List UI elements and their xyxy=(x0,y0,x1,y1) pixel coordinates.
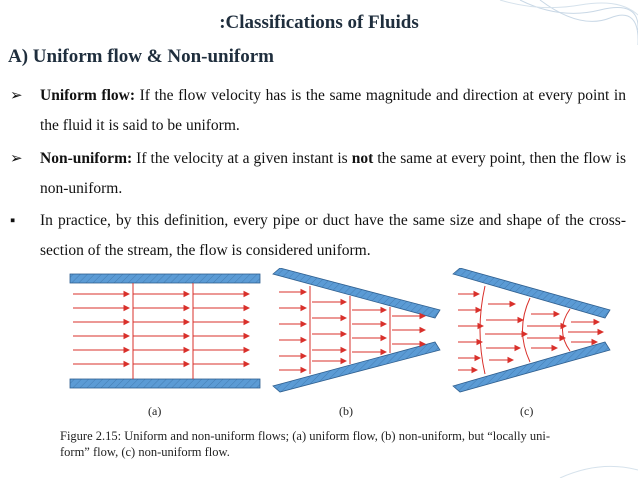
panel-label-b: (b) xyxy=(339,404,353,418)
arrow-bullet-icon: ➢ xyxy=(10,88,23,104)
panel-c-non-uniform-flow xyxy=(453,268,610,392)
bullet-text: Uniform flow: If the flow velocity has is the same magnitude and direction at every point in the fluid it is said to be uniform. xyxy=(40,87,626,134)
term-non-uniform: Non-uniform: xyxy=(40,150,133,167)
panel-b-locally-uniform-flow xyxy=(273,268,440,392)
caption-line-2: form” flow, (c) non-uniform flow. xyxy=(60,445,230,459)
bullet-uniform-flow xyxy=(10,81,626,141)
bullet-text: In practice, by this definition, every pipe or duct have the same size and shape of the cross-section of the stream, the flow is considered uniform. xyxy=(40,212,626,259)
caption-line-1: Figure 2.15: Uniform and non-uniform flows; (a) uniform flow, (b) non-uniform, but “locally uni- xyxy=(60,429,551,443)
figure-caption xyxy=(60,428,620,460)
square-bullet-icon: ▪ xyxy=(10,213,16,229)
bullet-text: Non-uniform: If the velocity at a given instant is not the same at every point, then the flow is non-uniform. xyxy=(40,150,626,197)
bullet-in-practice xyxy=(10,206,626,266)
bullet-non-uniform xyxy=(10,144,626,204)
term-uniform-flow: Uniform flow: xyxy=(40,87,136,104)
page-title: :Classifications of Fluids xyxy=(219,12,419,33)
section-heading: A) Uniform flow & Non-uniform xyxy=(8,46,274,67)
panel-label-c: (c) xyxy=(520,404,534,418)
arrow-bullet-icon: ➢ xyxy=(10,151,23,167)
panel-a-uniform-flow xyxy=(70,274,260,388)
panel-label-a: (a) xyxy=(148,404,162,418)
emphasis-not: not xyxy=(351,150,374,167)
